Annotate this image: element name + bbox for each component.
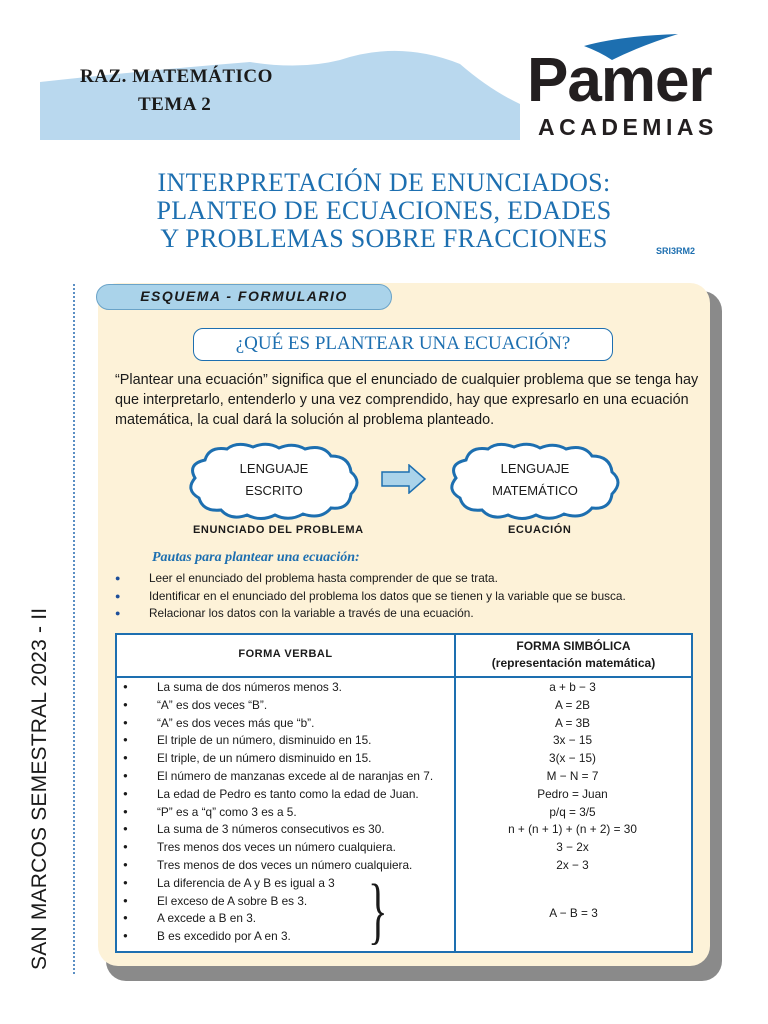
row-symbolic-form: 3x − 15 — [552, 733, 593, 748]
bullet-icon: ● — [123, 824, 128, 834]
page-title-line-1: INTERPRETACIÓN DE ENUNCIADOS: — [157, 168, 611, 197]
subject-label: RAZ. MATEMÁTICO — [80, 66, 273, 87]
caption-problem-statement: ENUNCIADO DEL PROBLEMA — [193, 524, 364, 536]
row-symbolic-form: M − N = 7 — [546, 769, 599, 783]
row-symbolic-form: n + (n + 1) + (n + 2) = 30 — [508, 822, 637, 837]
row-verbal-form: “A” es dos veces “B”. — [157, 697, 268, 712]
question-heading: ¿QUÉ ES PLANTEAR UNA ECUACIÓN? — [235, 333, 571, 354]
bullet-icon: ● — [123, 717, 128, 727]
bullet-icon: ● — [123, 682, 128, 691]
bullet-icon: ● — [123, 699, 128, 709]
bullet-icon: ● — [123, 913, 128, 923]
cloud-written-line-1: LENGUAJE — [239, 461, 309, 476]
brand-logo-subtitle: ACADEMIAS — [538, 114, 718, 140]
bullet-icon: ● — [123, 806, 128, 816]
row-symbolic-form: 2x − 3 — [556, 858, 589, 872]
caption-equation: ECUACIÓN — [508, 524, 572, 536]
table-header-symbolic-line-1: FORMA SIMBÓLICA — [516, 639, 631, 653]
row-verbal-form: El exceso de A sobre B es 3. — [157, 893, 308, 908]
rule-item: ● Identificar en el enunciado del problema los datos que se tienen y la variable que se busca. — [115, 588, 705, 606]
row-symbolic-form: 3 − 2x — [556, 840, 589, 855]
row-verbal-form: La diferencia de A y B es igual a 3 — [157, 875, 335, 890]
table-row — [117, 820, 691, 838]
row-verbal-form: “P” es a “q” como 3 es a 5. — [157, 804, 297, 819]
row-verbal-form: La edad de Pedro es tanto como la edad de Juan. — [157, 786, 419, 801]
group-symbolic-value: A − B = 3 — [549, 906, 598, 920]
bullet-icon: ● — [123, 788, 128, 798]
row-symbolic-form: A = 2B — [554, 697, 591, 712]
row-verbal-form: A excede a B en 3. — [157, 911, 257, 926]
table-row — [117, 803, 691, 821]
bullet-icon: ● — [123, 895, 128, 905]
rule-item: ● Relacionar los datos con la variable a través de una ecuación. — [115, 605, 705, 623]
bullet-icon: ● — [123, 931, 128, 941]
rules-list — [115, 570, 705, 623]
table-header-symbolic — [456, 638, 691, 672]
document-code: SRI3RM2 — [656, 246, 696, 256]
table-row — [117, 678, 691, 696]
row-verbal-form: Tres menos dos veces un número cualquiera. — [157, 840, 396, 855]
table-row — [117, 856, 691, 874]
page-title-line-2: PLANTEO DE ECUACIONES, EDADES — [156, 196, 612, 225]
section-pill-label: ESQUEMA - FORMULARIO — [140, 288, 348, 304]
table-header-symbolic-line-2: (representación matemática) — [491, 656, 656, 670]
cloud-written-line-2: ESCRITO — [245, 483, 303, 498]
bullet-icon: ● — [123, 860, 128, 869]
table-row — [117, 714, 691, 732]
row-verbal-form: B es excedido por A en 3. — [157, 929, 291, 944]
table-row — [117, 696, 691, 714]
topic-label: TEMA 2 — [138, 94, 212, 115]
mountain-shape — [40, 51, 520, 140]
bullet-icon: ● — [123, 877, 128, 887]
row-verbal-form: El triple, de un número disminuido en 15. — [157, 751, 372, 766]
table-row — [117, 785, 691, 803]
bullet-icon: ● — [123, 771, 128, 780]
table-row — [117, 731, 691, 749]
table-header-verbal: FORMA VERBAL — [238, 648, 333, 660]
table-row — [117, 749, 691, 767]
table-row — [117, 874, 691, 892]
row-symbolic-form: a + b − 3 — [549, 680, 596, 694]
arrow-right-icon — [381, 464, 427, 494]
bullet-icon: ● — [123, 842, 128, 852]
side-course-label: SAN MARCOS SEMESTRAL 2023 - II — [28, 607, 51, 970]
row-verbal-form: El triple de un número, disminuido en 15. — [157, 733, 372, 748]
rules-title: Pautas para plantear una ecuación: — [152, 550, 360, 565]
row-symbolic-form: 3(x − 15) — [549, 751, 596, 766]
row-verbal-form: “A” es dos veces más que “b”. — [157, 715, 315, 730]
cloud-math-line-1: LENGUAJE — [500, 461, 570, 476]
table-row — [117, 767, 691, 785]
side-dotted-divider — [73, 284, 75, 974]
row-verbal-form: La suma de 3 números consecutivos es 30. — [157, 822, 385, 837]
definition-paragraph: “Plantear una ecuación” significa que el enunciado de cualquier problema que se tenga hay que interpretarlo, entenderlo y una vez comprendido, hay que expresarlo en una ecuación matemática, la cual dará la solución al problema planteado. — [115, 372, 699, 428]
bullet-icon: ● — [123, 735, 128, 745]
table-row — [117, 838, 691, 856]
row-symbolic-form: p/q = 3/5 — [549, 804, 596, 819]
brand-logo-name: Pamer — [527, 46, 712, 115]
row-verbal-form: La suma de dos números menos 3. — [157, 680, 342, 694]
row-verbal-form: Tres menos de dos veces un número cualquiera. — [157, 858, 413, 872]
row-verbal-form: El número de manzanas excede al de naranjas en 7. — [157, 769, 434, 783]
right-brace-icon: } — [368, 870, 388, 952]
row-symbolic-form: A = 3B — [554, 715, 591, 730]
table-row — [117, 927, 691, 945]
rule-item: ● Leer el enunciado del problema hasta comprender de que se trata. — [115, 570, 705, 588]
cloud-math-line-2: MATEMÁTICO — [492, 483, 578, 498]
bullet-icon: ● — [123, 753, 128, 763]
row-symbolic-form: Pedro = Juan — [537, 786, 608, 801]
page-title-line-3: Y PROBLEMAS SOBRE FRACCIONES — [160, 224, 608, 253]
